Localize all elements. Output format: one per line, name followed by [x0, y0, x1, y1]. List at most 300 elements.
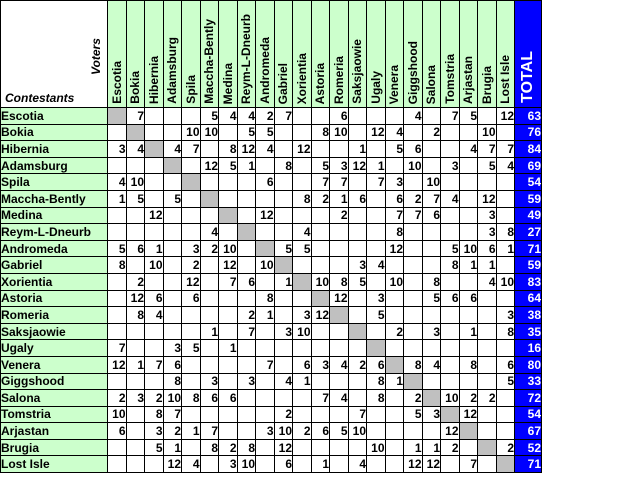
score-cell	[163, 224, 182, 241]
score-cell: 6	[422, 207, 441, 224]
column-header-label: Arjastan	[461, 55, 476, 104]
score-cell: 2	[182, 257, 201, 274]
score-cell: 8	[367, 373, 386, 390]
score-cell	[163, 307, 182, 324]
score-cell	[441, 224, 460, 241]
score-cell: 8	[496, 323, 515, 340]
column-header-label: Adamsburg	[165, 37, 180, 104]
score-cell: 10	[108, 406, 127, 423]
score-cell	[163, 207, 182, 224]
score-cell: 3	[422, 406, 441, 423]
score-cell	[441, 373, 460, 390]
column-header-label: Medina	[220, 62, 235, 104]
score-cell	[108, 456, 127, 473]
score-cell	[182, 406, 201, 423]
score-cell	[163, 124, 182, 141]
score-cell: 7	[330, 174, 349, 191]
score-cell	[163, 240, 182, 257]
score-cell: 12	[330, 290, 349, 307]
score-cell	[348, 307, 367, 324]
column-header-salona	[422, 1, 441, 108]
score-cell	[385, 406, 404, 423]
score-cell: 4	[367, 257, 386, 274]
score-cell: 1	[367, 157, 386, 174]
score-cell	[496, 406, 515, 423]
score-cell: 2	[348, 356, 367, 373]
score-cell: 7	[108, 340, 127, 357]
row-header: Romeria	[1, 307, 108, 324]
score-cell	[237, 340, 256, 357]
score-cell: 7	[163, 406, 182, 423]
score-cell: 12	[404, 456, 423, 473]
score-cell	[441, 207, 460, 224]
score-cell	[459, 124, 478, 141]
self-vote-cell	[219, 207, 238, 224]
score-cell: 12	[126, 290, 145, 307]
score-cell: 5	[219, 157, 238, 174]
score-cell	[478, 290, 497, 307]
score-cell	[200, 174, 219, 191]
column-header-romeria	[330, 1, 349, 108]
score-cell	[145, 124, 164, 141]
score-cell: 7	[385, 207, 404, 224]
self-vote-cell	[108, 108, 127, 125]
column-header-label: Maccha-Bently	[202, 19, 217, 104]
score-cell	[200, 307, 219, 324]
score-cell: 4	[385, 124, 404, 141]
score-cell	[422, 157, 441, 174]
column-header-escotia	[108, 1, 127, 108]
score-cell	[256, 323, 275, 340]
column-header-label: Brugia	[479, 65, 494, 104]
score-cell	[200, 456, 219, 473]
score-cell	[441, 124, 460, 141]
table-row	[1, 340, 542, 357]
self-vote-cell	[385, 356, 404, 373]
score-cell: 5	[404, 406, 423, 423]
score-cell: 10	[219, 240, 238, 257]
score-cell: 12	[459, 406, 478, 423]
total-cell: 84	[515, 141, 542, 158]
score-cell: 6	[496, 356, 515, 373]
score-cell: 1	[459, 257, 478, 274]
score-cell: 12	[182, 273, 201, 290]
score-cell	[348, 390, 367, 407]
score-cell	[237, 190, 256, 207]
score-cell	[311, 406, 330, 423]
score-cell	[478, 356, 497, 373]
self-vote-cell	[478, 439, 497, 456]
corner-cell	[1, 1, 108, 108]
score-cell: 2	[200, 240, 219, 257]
score-cell: 1	[145, 240, 164, 257]
score-cell: 10	[145, 257, 164, 274]
score-cell: 6	[200, 390, 219, 407]
column-header-bokia	[126, 1, 145, 108]
score-cell: 12	[145, 207, 164, 224]
score-cell	[422, 257, 441, 274]
score-cell	[459, 207, 478, 224]
score-cell: 3	[478, 224, 497, 241]
self-vote-cell	[496, 456, 515, 473]
score-cell: 6	[330, 108, 349, 125]
score-cell: 2	[330, 207, 349, 224]
column-header-label: Tomstria	[442, 54, 457, 104]
column-header-lost-isle	[496, 1, 515, 108]
self-vote-cell	[367, 340, 386, 357]
score-cell	[422, 141, 441, 158]
column-header-label: Escotia	[109, 61, 124, 104]
score-cell	[441, 340, 460, 357]
score-cell: 8	[145, 406, 164, 423]
row-header: Arjastan	[1, 423, 108, 440]
score-cell: 3	[108, 141, 127, 158]
score-cell	[441, 307, 460, 324]
score-cell	[293, 340, 312, 357]
score-cell	[237, 423, 256, 440]
score-cell	[256, 373, 275, 390]
score-cell: 6	[441, 290, 460, 307]
total-cell: 63	[515, 108, 542, 125]
score-cell	[441, 174, 460, 191]
score-cell	[404, 290, 423, 307]
score-cell	[126, 406, 145, 423]
row-header: Giggshood	[1, 373, 108, 390]
score-cell: 2	[256, 108, 275, 125]
score-cell	[200, 273, 219, 290]
score-cell: 8	[219, 141, 238, 158]
score-cell: 7	[422, 190, 441, 207]
score-cell	[385, 108, 404, 125]
score-cell: 2	[108, 390, 127, 407]
table-row	[1, 174, 542, 191]
column-header-ugaly	[367, 1, 386, 108]
row-header: Lost Isle	[1, 456, 108, 473]
score-cell: 6	[108, 423, 127, 440]
score-cell: 7	[404, 207, 423, 224]
column-header-label: Astoria	[313, 62, 328, 104]
table-row	[1, 207, 542, 224]
score-cell	[293, 406, 312, 423]
score-cell	[163, 290, 182, 307]
score-cell: 6	[367, 356, 386, 373]
column-header-maccha-bently	[200, 1, 219, 108]
score-cell	[330, 240, 349, 257]
score-cell	[126, 323, 145, 340]
total-cell: 54	[515, 174, 542, 191]
table-row	[1, 390, 542, 407]
score-cell: 4	[163, 141, 182, 158]
score-cell: 12	[237, 141, 256, 158]
score-cell	[108, 207, 127, 224]
score-cell	[404, 273, 423, 290]
score-cell: 3	[145, 423, 164, 440]
total-cell: 83	[515, 273, 542, 290]
score-cell: 2	[404, 190, 423, 207]
column-header-hibernia	[145, 1, 164, 108]
score-cell	[274, 290, 293, 307]
score-cell	[293, 207, 312, 224]
score-cell	[311, 257, 330, 274]
score-cell: 5	[348, 273, 367, 290]
column-header-astoria	[311, 1, 330, 108]
score-cell: 6	[293, 356, 312, 373]
score-cell	[459, 373, 478, 390]
score-cell	[256, 157, 275, 174]
total-cell: 54	[515, 406, 542, 423]
table-row	[1, 356, 542, 373]
score-cell	[182, 157, 201, 174]
score-cell: 7	[126, 108, 145, 125]
score-cell	[459, 307, 478, 324]
score-cell: 1	[274, 273, 293, 290]
score-cell	[293, 257, 312, 274]
score-cell	[237, 240, 256, 257]
score-cell	[422, 423, 441, 440]
score-cell	[163, 257, 182, 274]
score-cell: 7	[200, 423, 219, 440]
table-row	[1, 124, 542, 141]
score-cell: 10	[441, 390, 460, 407]
score-cell: 8	[256, 290, 275, 307]
score-cell: 3	[385, 174, 404, 191]
score-cell: 7	[311, 390, 330, 407]
score-cell: 8	[496, 224, 515, 241]
score-cell	[293, 174, 312, 191]
score-cell	[293, 390, 312, 407]
score-cell: 3	[219, 456, 238, 473]
score-cell	[108, 323, 127, 340]
header-row	[1, 1, 542, 108]
table-row	[1, 423, 542, 440]
score-cell	[348, 108, 367, 125]
score-cell	[182, 307, 201, 324]
score-cell: 3	[182, 240, 201, 257]
score-cell: 7	[145, 356, 164, 373]
self-vote-cell	[311, 290, 330, 307]
score-cell: 8	[404, 356, 423, 373]
score-cell	[478, 423, 497, 440]
total-cell: 52	[515, 439, 542, 456]
score-cell: 12	[496, 108, 515, 125]
self-vote-cell	[256, 240, 275, 257]
score-cell: 2	[237, 307, 256, 324]
score-cell: 8	[126, 307, 145, 324]
row-header: Venera	[1, 356, 108, 373]
score-cell: 7	[311, 174, 330, 191]
total-cell: 67	[515, 423, 542, 440]
table-row	[1, 373, 542, 390]
score-cell: 5	[126, 190, 145, 207]
row-header: Gabriel	[1, 257, 108, 274]
score-cell: 1	[256, 307, 275, 324]
score-cell	[367, 240, 386, 257]
score-cell: 6	[459, 290, 478, 307]
score-cell	[126, 423, 145, 440]
score-cell: 6	[385, 190, 404, 207]
score-cell	[330, 340, 349, 357]
score-cell: 12	[108, 356, 127, 373]
score-cell	[200, 290, 219, 307]
score-cell	[330, 406, 349, 423]
score-cell	[163, 273, 182, 290]
score-cell: 5	[459, 108, 478, 125]
table-row	[1, 190, 542, 207]
score-cell	[145, 373, 164, 390]
table-row	[1, 273, 542, 290]
score-cell	[237, 390, 256, 407]
table-row	[1, 406, 542, 423]
self-vote-cell	[293, 273, 312, 290]
score-cell	[256, 224, 275, 241]
score-cell	[108, 224, 127, 241]
score-cell: 5	[496, 373, 515, 390]
row-header: Astoria	[1, 290, 108, 307]
score-cell	[422, 307, 441, 324]
score-cell	[237, 207, 256, 224]
total-cell: 71	[515, 240, 542, 257]
score-cell: 10	[237, 456, 256, 473]
row-header: Medina	[1, 207, 108, 224]
score-cell	[422, 108, 441, 125]
score-cell	[404, 124, 423, 141]
score-cell	[126, 456, 145, 473]
score-cell: 10	[126, 174, 145, 191]
score-cell	[311, 340, 330, 357]
score-cell: 7	[367, 174, 386, 191]
column-header-label: Salona	[424, 64, 439, 104]
total-header-label: TOTAL	[519, 51, 536, 103]
score-cell: 1	[478, 257, 497, 274]
score-cell: 10	[367, 439, 386, 456]
table-row	[1, 157, 542, 174]
score-cell	[108, 439, 127, 456]
row-header: Xorientia	[1, 273, 108, 290]
self-vote-cell	[163, 157, 182, 174]
column-header-label: Spila	[183, 75, 198, 104]
score-cell	[311, 323, 330, 340]
score-cell: 10	[496, 273, 515, 290]
score-cell: 4	[330, 356, 349, 373]
total-cell: 49	[515, 207, 542, 224]
score-cell: 8	[385, 224, 404, 241]
column-header-label: Reym-L-Dneurb	[239, 13, 254, 104]
row-header: Bokia	[1, 124, 108, 141]
score-cell	[330, 373, 349, 390]
score-cell: 1	[311, 456, 330, 473]
score-cell: 3	[126, 390, 145, 407]
score-cell: 3	[256, 423, 275, 440]
score-cell: 10	[385, 273, 404, 290]
total-header	[515, 1, 542, 108]
score-cell: 1	[163, 439, 182, 456]
score-cell	[459, 190, 478, 207]
score-cell	[478, 456, 497, 473]
score-cell: 1	[385, 373, 404, 390]
score-cell: 8	[108, 257, 127, 274]
score-cell: 7	[478, 141, 497, 158]
score-cell	[108, 307, 127, 324]
column-header-tomstria	[441, 1, 460, 108]
score-cell	[293, 456, 312, 473]
score-cell: 4	[404, 108, 423, 125]
score-cell	[219, 290, 238, 307]
score-cell	[385, 307, 404, 324]
row-header: Salona	[1, 390, 108, 407]
table-row	[1, 240, 542, 257]
score-cell	[145, 108, 164, 125]
score-cell: 8	[367, 390, 386, 407]
score-cell: 1	[237, 157, 256, 174]
score-cell	[219, 323, 238, 340]
score-cell	[348, 224, 367, 241]
score-cell	[219, 406, 238, 423]
score-cell: 1	[293, 373, 312, 390]
score-cell	[367, 141, 386, 158]
score-cell	[200, 356, 219, 373]
score-cell	[367, 323, 386, 340]
score-cell	[496, 174, 515, 191]
score-cell	[404, 340, 423, 357]
score-cell	[385, 157, 404, 174]
score-cell	[422, 373, 441, 390]
score-cell	[126, 157, 145, 174]
table-row	[1, 323, 542, 340]
score-cell: 6	[126, 240, 145, 257]
score-cell: 7	[496, 141, 515, 158]
score-cell: 5	[385, 141, 404, 158]
score-cell	[478, 406, 497, 423]
score-cell: 10	[182, 124, 201, 141]
score-cell	[274, 190, 293, 207]
score-cell	[274, 340, 293, 357]
score-cell: 10	[422, 174, 441, 191]
score-cell	[348, 174, 367, 191]
score-cell: 2	[219, 439, 238, 456]
score-cell: 1	[200, 323, 219, 340]
score-cell: 10	[293, 323, 312, 340]
score-cell	[311, 439, 330, 456]
total-cell: 59	[515, 190, 542, 207]
score-cell: 12	[348, 157, 367, 174]
total-cell: 69	[515, 157, 542, 174]
score-cell: 2	[163, 423, 182, 440]
score-cell: 4	[237, 108, 256, 125]
score-cell	[200, 257, 219, 274]
score-cell	[348, 124, 367, 141]
score-cell	[404, 323, 423, 340]
score-cell	[274, 224, 293, 241]
score-cell: 4	[496, 157, 515, 174]
score-cell	[219, 373, 238, 390]
score-cell: 4	[330, 390, 349, 407]
score-cell	[459, 340, 478, 357]
self-vote-cell	[126, 124, 145, 141]
score-cell: 1	[330, 190, 349, 207]
score-cell	[496, 207, 515, 224]
table-row	[1, 439, 542, 456]
score-cell: 7	[348, 406, 367, 423]
score-cell: 8	[200, 439, 219, 456]
score-cell	[441, 356, 460, 373]
self-vote-cell	[459, 423, 478, 440]
score-cell: 5	[274, 240, 293, 257]
score-cell: 2	[126, 273, 145, 290]
score-cell: 4	[274, 373, 293, 390]
score-cell	[182, 373, 201, 390]
score-cell: 5	[422, 290, 441, 307]
score-cell	[163, 174, 182, 191]
